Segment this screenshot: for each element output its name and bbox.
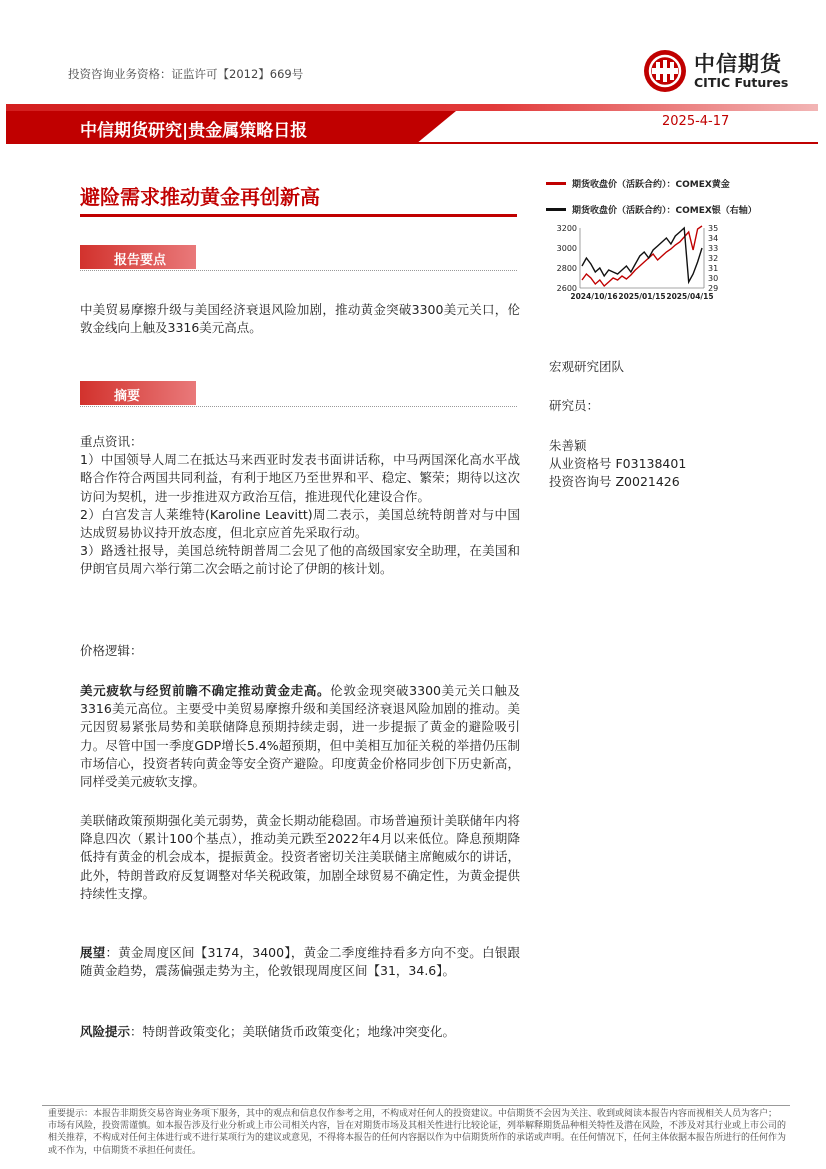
news-item: 1）中国领导人周二在抵达马来西亚时发表书面讲话称，中马两国深化高水平战略合作符合两国共同利益，有利于地区乃至世界和平、稳定、繁荣；期待以这次访问为契机，进一步推进双方政治互信，推进现代化建设合作。 <box>80 452 520 504</box>
series-line-silver <box>582 228 702 282</box>
risk-paragraph <box>80 1023 520 1041</box>
logic-paragraph-1-body: 伦敦金现突破3300美元关口触及3316美元高位。主要受中美贸易摩擦升级和美国经济衰退风险加剧的推动。美元因贸易紧张局势和美联储降息预期持续走弱，进一步提振了黄金的避险吸引力。尽管中国一季度GDP增长5.4%超预期，但中美相互加征关税的举措仍压制市场信心，投资者转向黄金等安全资产避险。印度黄金价格同步创下历史新高，同样受美元疲软支撑。 <box>80 683 520 790</box>
risk-label: 风险提示 <box>80 1024 131 1039</box>
report-date: 2025-4-17 <box>662 114 730 129</box>
title-divider <box>80 214 517 217</box>
y-left-tick-label: 2600 <box>556 284 577 293</box>
legend-item-silver <box>546 202 762 216</box>
y-right-tick-label: 33 <box>708 244 719 253</box>
x-tick-label: 2024/10/16 <box>570 292 618 301</box>
section-label-summary: 摘要 <box>114 389 141 404</box>
y-right-tick-label: 34 <box>708 234 719 243</box>
section-label-key-points: 报告要点 <box>114 253 167 268</box>
y-right-tick-label: 32 <box>708 254 719 263</box>
x-tick-label: 2025/04/15 <box>666 292 714 301</box>
outlook-text: ：黄金周度区间【3174，3400】，黄金二季度维持看多方向不变。白银跟随黄金趋势，震荡偏强走势为主，伦敦银现周度区间【31，34.6】。 <box>80 945 520 979</box>
researcher-name: 朱善颖 <box>549 438 587 453</box>
consulting-number: 投资咨询号 Z0021426 <box>549 474 680 489</box>
section-header-summary <box>80 381 517 408</box>
legend-swatch-gold <box>546 182 566 185</box>
footer-divider <box>42 1105 790 1106</box>
y-right-tick-label: 30 <box>708 274 719 283</box>
logic-heading: 价格逻辑： <box>80 643 143 658</box>
legend-label-gold: 期货收盘价（活跃合约）：COMEX黄金 <box>572 179 730 190</box>
company-logo <box>642 46 808 96</box>
disclaimer-label: 重要提示 <box>48 1109 85 1119</box>
y-left-tick-label: 3000 <box>556 244 577 253</box>
researcher-label: 研究员： <box>549 398 600 413</box>
price-chart <box>546 176 762 316</box>
section-header-key-points <box>80 245 517 272</box>
risk-text: ：特朗普政策变化；美联储货币政策变化；地缘冲突变化。 <box>130 1024 456 1039</box>
disclaimer-text: ：本报告非期货交易咨询业务项下服务，其中的观点和信息仅作参考之用，不构成对任何人的投资建议。中信期货不会因为关注、收到或阅读本报告内容而视相关人员为客户；市场有风险，投资需谨慎。如本报告涉及行业分析或上市公司相关内容，旨在对期货市场及其相关性进行比较论证，列举解释期货品种相关特性及潜在风险，不涉及对其行业或上市公司的相关推荐，不构成对任何主体进行或不进行某项行为的建议或意见，不得将本报告的任何内容据以作为中信期货所作的承诺或声明。在任何情况下，任何主体依据本报告所进行的任何作为或不作为，中信期货不承担任何责任。 <box>48 1109 787 1156</box>
logo-emblem-icon <box>642 48 688 94</box>
y-right-tick-label: 31 <box>708 264 719 273</box>
y-left-tick-label: 2800 <box>556 264 577 273</box>
y-left-tick-label: 3200 <box>556 224 577 233</box>
chart-plot <box>546 222 762 316</box>
news-heading: 重点资讯： <box>80 434 143 449</box>
outlook-paragraph <box>80 944 520 980</box>
outlook-label: 展望 <box>80 945 106 960</box>
team-name: 宏观研究团队 <box>549 359 625 374</box>
qualification-number: 从业资格号 F03138401 <box>549 456 687 471</box>
logic-paragraph-1 <box>80 682 520 791</box>
logo-name: 中信期货 <box>694 52 782 76</box>
summary-news <box>80 433 520 579</box>
page-title: 避险需求推动黄金再创新高 <box>80 185 320 209</box>
news-item: 3）路透社报导，美国总统特朗普周二会见了他的高级国家安全助理，在美国和伊朗官员周六举行第二次会晤之前讨论了伊朗的核计划。 <box>80 543 520 577</box>
key-points-text: 中美贸易摩擦升级与美国经济衰退风险加剧，推动黄金突破3300美元关口，伦敦金线向上触及3316美元高点。 <box>80 302 520 336</box>
news-item: 2）白宫发言人莱维特(Karoline Leavitt)周二表示，美国总统特朗普对与中国达成贸易协议持开放态度，但北京应首先采取行动。 <box>80 506 520 541</box>
logic-paragraph-2: 美联储政策预期强化美元弱势，黄金长期动能稳固。市场普遍预计美联储年内将降息四次（累计100个基点），推动美元跌至2022年4月以来低位。降息预期降低持有黄金的机会成本，提振黄金。投资者密切关注美联储主席鲍威尔的讲话，此外，特朗普政府反复调整对华关税政策，加剧全球贸易不确定性，为黄金提供持续性支撑。 <box>80 813 520 901</box>
legend-swatch-silver <box>546 208 566 211</box>
license-text: 投资咨询业务资格：证监许可【2012】669号 <box>68 67 304 81</box>
report-series-title: 中信期货研究|贵金属策略日报 <box>80 121 308 141</box>
legend-label-silver: 期货收盘价（活跃合约）：COMEX银（右轴） <box>572 205 757 216</box>
logic-paragraph-1-lead: 美元疲软与经贸前瞻不确定推动黄金走高。 <box>80 683 331 698</box>
series-line-gold <box>582 226 702 286</box>
legend-item-gold <box>546 176 762 190</box>
x-tick-label: 2025/01/15 <box>618 292 666 301</box>
y-right-tick-label: 35 <box>708 224 719 233</box>
y-right-tick-label: 29 <box>708 284 719 293</box>
disclaimer <box>48 1108 786 1157</box>
logo-english-name: CITIC Futures <box>694 75 789 90</box>
